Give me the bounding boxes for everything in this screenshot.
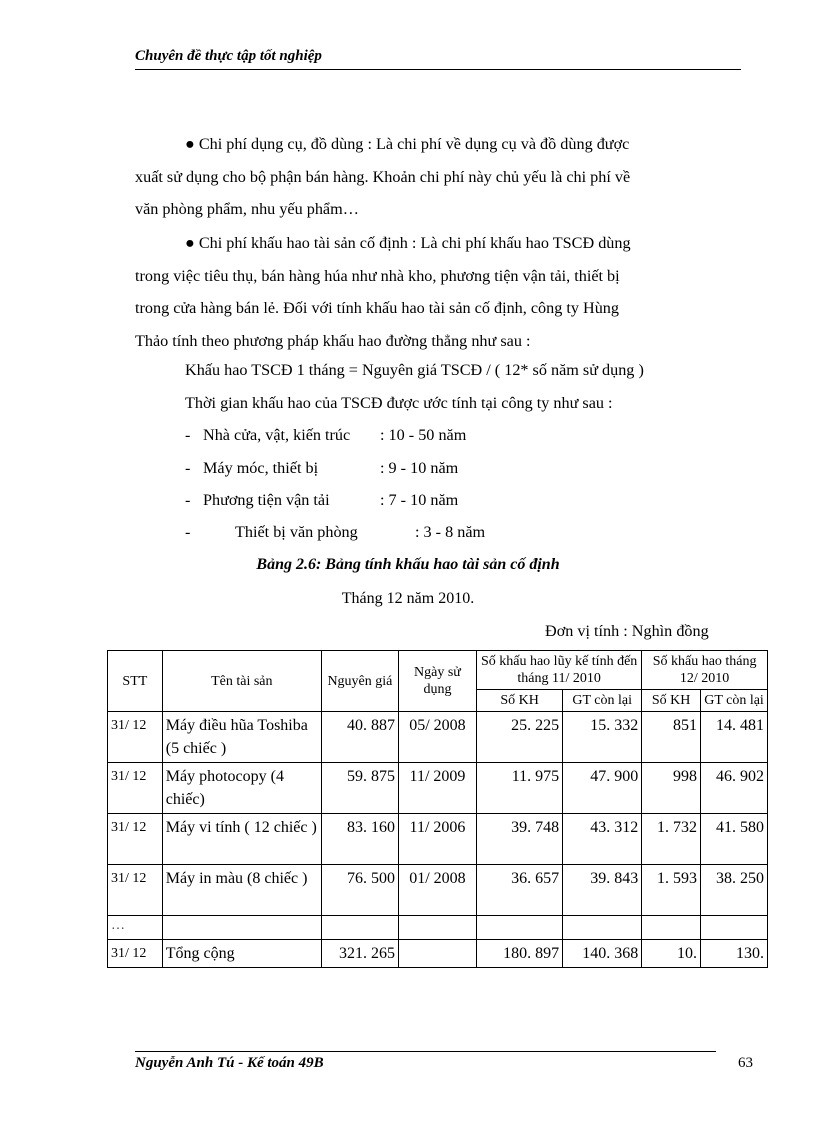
cell-date: 11/ 2006 — [398, 814, 476, 865]
cell-kh1 — [477, 916, 563, 940]
table-header-row — [108, 651, 768, 690]
list-item — [185, 523, 486, 542]
header-remain2: GT còn lại — [701, 690, 768, 712]
cell-name: Tổng cộng — [162, 940, 321, 968]
cell-remain1 — [563, 916, 642, 940]
list-item — [185, 426, 467, 445]
para-line: ● Chi phí khấu hao tài sản cố định : Là chi phí khấu hao TSCĐ dùng — [185, 234, 631, 252]
list-value: : 10 - 50 năm — [380, 426, 467, 444]
table-row — [108, 763, 768, 814]
table-row — [108, 865, 768, 916]
cell-remain2: 14. 481 — [701, 712, 768, 763]
cell-stt: 31/ 12 — [108, 814, 163, 865]
cell-name: Máy photocopy (4 chiếc) — [162, 763, 321, 814]
para-line: văn phòng phẩm, nhu yếu phẩm… — [135, 200, 359, 218]
cell-cost: 40. 887 — [321, 712, 398, 763]
cell-remain1: 140. 368 — [563, 940, 642, 968]
formula-line: Khấu hao TSCĐ 1 tháng = Nguyên giá TSCĐ / ( 12* số năm sử dụng ) — [185, 361, 644, 379]
cell-kh2 — [642, 916, 701, 940]
cell-kh1: 39. 748 — [477, 814, 563, 865]
cell-cost: 76. 500 — [321, 865, 398, 916]
cell-stt: 31/ 12 — [108, 763, 163, 814]
list-label: Thiết bị văn phòng — [235, 523, 358, 541]
cell-remain1: 43. 312 — [563, 814, 642, 865]
list-item — [185, 459, 459, 478]
paragraph-tools — [135, 128, 741, 226]
cell-remain2 — [701, 916, 768, 940]
cell-kh1: 180. 897 — [477, 940, 563, 968]
cell-remain2: 38. 250 — [701, 865, 768, 916]
cell-stt: … — [108, 916, 163, 940]
cell-name: Máy điều hũa Toshiba (5 chiếc ) — [162, 712, 321, 763]
cell-stt: 31/ 12 — [108, 865, 163, 916]
para-line: ● Chi phí dụng cụ, đồ dùng : Là chi phí về dụng cụ và đồ dùng được — [185, 135, 630, 153]
cell-cost: 321. 265 — [321, 940, 398, 968]
cell-name — [162, 916, 321, 940]
header-cost: Nguyên giá — [321, 651, 398, 712]
header-remain1: GT còn lại — [563, 690, 642, 712]
cell-cost: 83. 160 — [321, 814, 398, 865]
list-value: : 7 - 10 năm — [380, 491, 459, 509]
depreciation-table — [107, 650, 768, 968]
cell-kh1: 11. 975 — [477, 763, 563, 814]
cell-remain2: 130. — [701, 940, 768, 968]
header-kh2: Số KH — [642, 690, 701, 712]
cell-kh1: 25. 225 — [477, 712, 563, 763]
intro-line: Thời gian khấu hao của TSCĐ được ước tính tại công ty như sau : — [185, 394, 613, 412]
cell-kh2: 998 — [642, 763, 701, 814]
para-line: Thảo tính theo phương pháp khấu hao đường thẳng như sau : — [135, 331, 531, 350]
table-row — [108, 916, 768, 940]
list-value: : 9 - 10 năm — [380, 459, 459, 477]
footer-rule — [135, 1051, 716, 1052]
para-line: xuất sử dụng cho bộ phận bán hàng. Khoản chi phí này chủ yếu là chi phí về — [135, 167, 631, 186]
list-value: : 3 - 8 năm — [415, 523, 486, 541]
cell-name: Máy in màu (8 chiếc ) — [162, 865, 321, 916]
list-dash: - — [185, 491, 191, 509]
list-item — [185, 491, 459, 510]
list-dash: - — [185, 459, 191, 477]
table-unit: Đơn vị tính : Nghìn đồng — [545, 622, 709, 640]
cell-kh2: 1. 732 — [642, 814, 701, 865]
table-title: Bảng 2.6: Bảng tính khấu hao tài sản cố định — [256, 556, 560, 573]
list-dash: - — [185, 523, 191, 541]
header-rule — [135, 69, 741, 70]
cell-remain2: 46. 902 — [701, 763, 768, 814]
cell-date: 11/ 2009 — [398, 763, 476, 814]
cell-remain1: 15. 332 — [563, 712, 642, 763]
para-line: trong việc tiêu thụ, bán hàng húa như nhà kho, phương tiện vận tải, thiết bị — [135, 266, 620, 285]
cell-date — [398, 940, 476, 968]
cell-kh1: 36. 657 — [477, 865, 563, 916]
header-name: Tên tài sản — [162, 651, 321, 712]
table-row — [108, 712, 768, 763]
cell-remain1: 39. 843 — [563, 865, 642, 916]
header-stt: STT — [108, 651, 163, 712]
cell-stt: 31/ 12 — [108, 712, 163, 763]
cell-date: 05/ 2008 — [398, 712, 476, 763]
cell-kh2: 851 — [642, 712, 701, 763]
footer-author: Nguyễn Anh Tú - Kế toán 49B — [135, 1055, 324, 1071]
list-label: Máy móc, thiết bị — [203, 459, 319, 477]
header-kh1: Số KH — [477, 690, 563, 712]
list-dash: - — [185, 426, 191, 444]
header-monthly: Số khấu hao tháng 12/ 2010 — [642, 651, 768, 690]
paragraph-depreciation — [135, 227, 741, 357]
cell-cost — [321, 916, 398, 940]
cell-stt: 31/ 12 — [108, 940, 163, 968]
page-header: Chuyên đề thực tập tốt nghiệp — [135, 48, 322, 64]
table-total-row — [108, 940, 768, 968]
header-accumulated: Số khấu hao lũy kế tính đến tháng 11/ 2010 — [477, 651, 642, 690]
header-date: Ngày sử dụng — [398, 651, 476, 712]
cell-remain2: 41. 580 — [701, 814, 768, 865]
cell-date: 01/ 2008 — [398, 865, 476, 916]
list-label: Nhà cửa, vật, kiến trúc — [203, 426, 351, 444]
table-period: Tháng 12 năm 2010. — [341, 590, 475, 607]
cell-remain1: 47. 900 — [563, 763, 642, 814]
cell-kh2: 1. 593 — [642, 865, 701, 916]
cell-cost: 59. 875 — [321, 763, 398, 814]
table-row — [108, 814, 768, 865]
para-line: trong cửa hàng bán lẻ. Đối với tính khấu hao tài sản cố định, công ty Hùng — [135, 299, 619, 317]
cell-name: Máy vi tính ( 12 chiếc ) — [162, 814, 321, 865]
page-number: 63 — [738, 1055, 753, 1071]
cell-date — [398, 916, 476, 940]
cell-kh2: 10. — [642, 940, 701, 968]
list-label: Phương tiện vận tải — [203, 491, 330, 509]
